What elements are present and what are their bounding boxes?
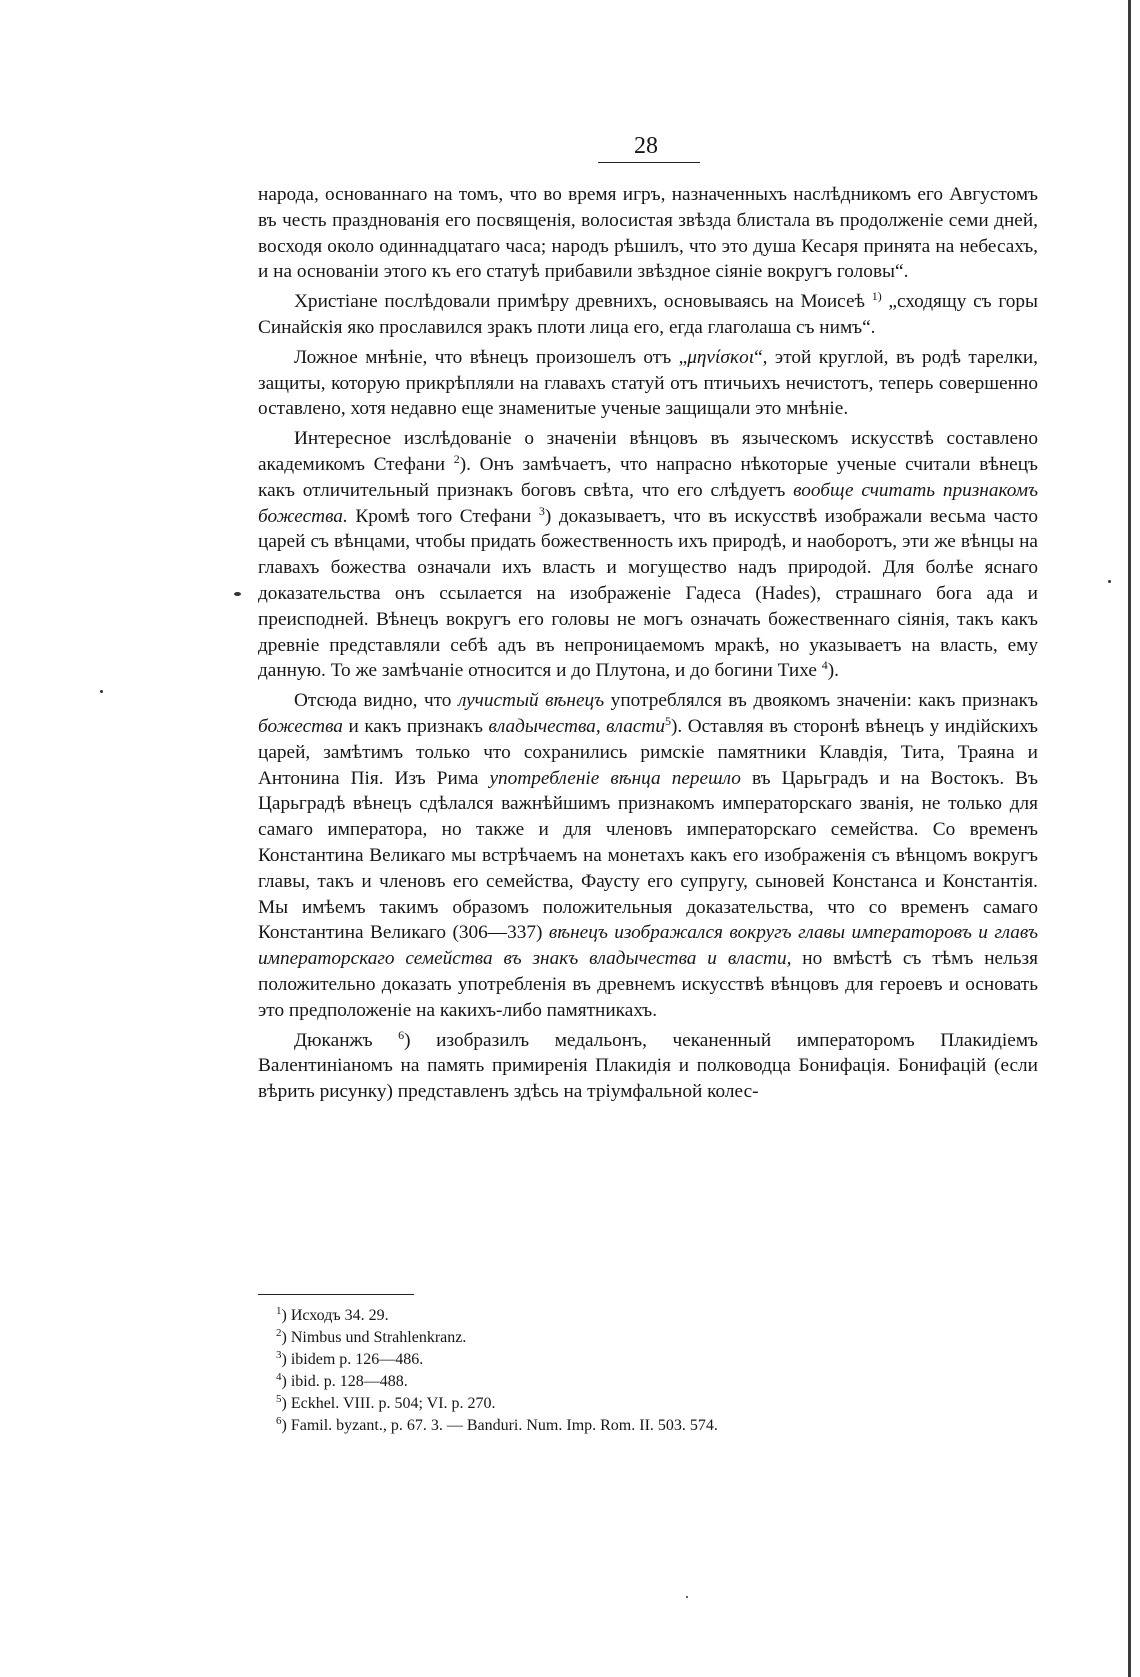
footnote-mark: 5 [276, 1393, 282, 1405]
text-segment: и какъ признакъ [342, 715, 489, 737]
paragraph [258, 345, 1038, 422]
footnote [276, 1371, 976, 1393]
paragraph [258, 688, 1038, 1023]
text-segment: Интересное изслѣдованіе о значеніи вѣнцовъ въ языческомъ искусствѣ составлено академикомъ Стефани [258, 428, 1038, 475]
text-segment: ) доказываетъ, что въ искусствѣ изображали весьма часто царей съ вѣнцами, чтобы придать божественность ихъ природѣ, и наоборотъ, эти же вѣнцы на главахъ божества означали ихъ власть и могущество надъ природой. Для болѣе яснаго доказательства онъ ссылается на изображеніе Гадеса (Hades), страшнаго бога ада и преисподней. Вѣнецъ вокругъ его головы не могъ означать божественнаго сіянія, такъ какъ древніе представляли себѣ адъ въ непроницаемомъ мракѣ, но указываетъ на власть, ему данную. То же замѣчаніе относится и до Плутона, и до богини Тихе [258, 505, 1038, 682]
italic-phrase: вообще считать признакомъ божества. [258, 479, 1039, 527]
italic-phrase: μηνίσκοι [687, 346, 755, 368]
text-segment: Кромѣ того Стефани [347, 505, 539, 527]
text-segment: ). Онъ замѣчаетъ, что напрасно нѣкоторые ученые считали вѣнецъ какъ отличительный признакъ боговъ свѣта, что его слѣдуетъ [258, 453, 1038, 501]
italic-phrase: употребленіе вѣнца перешло [489, 767, 741, 789]
scan-speck [686, 1596, 688, 1598]
scan-speck [234, 592, 241, 596]
scan-edge-line [1128, 0, 1131, 1677]
text-segment: Дюканжъ [294, 1029, 399, 1051]
footnote-text: ) Nimbus und Strahlenkranz. [281, 1329, 467, 1346]
footnote [276, 1349, 976, 1371]
text-segment: ). [827, 660, 839, 682]
footnote-text: ) Famil. byzant., p. 67. 3. — Banduri. Num. Imp. Rom. II. 503. 574. [281, 1417, 718, 1434]
page-number: 28 [634, 133, 658, 159]
footnote-reference: 2 [453, 451, 460, 466]
footnote-separator [258, 1294, 414, 1295]
footnote-mark: 4 [276, 1371, 282, 1383]
text-segment: Ложное мнѣніе, что вѣнецъ произошелъ отъ „ [294, 346, 688, 368]
text-segment: Христіане послѣдовали примѣру древнихъ, основываясь на Моисеѣ [294, 291, 872, 313]
footnote-mark: 2 [276, 1327, 282, 1339]
footnote [276, 1415, 976, 1437]
text-segment: „сходящу съ горы Синайскія яко прославился зракъ плоти лица его, егда глаголаша съ нимъ“. [258, 291, 1038, 338]
text-segment: народа, основаннаго на томъ, что во время игръ, назначенныхъ наслѣдникомъ его Августомъ въ честь празднованія его посвященія, волосистая звѣзда блистала въ продолженіе семи дней, восходя около одиннадцатаго часа; народъ рѣшилъ, что это душа Кесаря принята на небесахъ, и на основаніи этого къ его статуѣ прибавили звѣздное сіяніе вокругъ головы“. [258, 184, 1038, 283]
text-segment: Отсюда видно, что [294, 690, 458, 712]
footnote-text: ) ibid. p. 128—488. [281, 1373, 408, 1390]
footnote-mark: 3 [276, 1349, 282, 1361]
italic-phrase: владычества, власти [488, 715, 665, 737]
paragraph [258, 1028, 1038, 1105]
scan-speck [100, 690, 103, 693]
body-text [258, 182, 1038, 1109]
text-segment: въ Царьградъ и на Востокъ. Въ Царьградѣ вѣнецъ сдѣлался важнѣйшимъ признакомъ императорскаго званія, не только для самаго императора, но также и для членовъ императорскаго семейства. Со временъ Константина Великаго мы встрѣчаемъ на монетахъ какъ его изображенія съ вѣнцомъ вокругъ главы, такъ и членовъ его семейства, Фаусту его супругу, сыновей Констанса и Константія. Мы имѣемъ такимъ образомъ положительныя доказательства, что со временъ самаго Константина Великаго (306—337) [258, 767, 1039, 944]
footnote-text: ) Eckhel. VIII. p. 504; VI. p. 270. [281, 1395, 496, 1412]
footnote-text: ) ibidem p. 126—486. [281, 1351, 424, 1368]
footnote-mark: 6 [276, 1415, 282, 1427]
text-segment: но вмѣстѣ съ тѣмъ нельзя положительно доказать употребленія въ древнемъ искусствѣ вѣнцовъ для героевъ и основать это предположеніе на какихъ-либо памятникахъ. [258, 948, 1038, 1021]
italic-phrase: вѣнецъ изображался вокругъ главы императоровъ и главъ императорскаго семейства въ знакъ владычества и власти, [258, 922, 1038, 970]
footnote-reference: 1) [871, 289, 882, 304]
footnote-mark: 1 [276, 1305, 282, 1317]
text-segment: “, этой круглой, въ родѣ тарелки, защиты, которую прикрѣпляли на главахъ статуй отъ птичьихъ нечистотъ, теперь совершенно оставлено, хотя недавно еще знаменитые ученые защищали это мнѣніе. [258, 346, 1038, 420]
page-number-underline [598, 162, 700, 163]
text-segment: ) изобразилъ медальонъ, чеканенный императоромъ Плакидіемъ Валентиніаномъ на память примиренія Плакидія и полководца Бонифація. Бонифацій (если вѣрить рисунку) представленъ здѣсь на тріумфальной колес- [258, 1029, 1038, 1103]
footnote-reference: 6 [398, 1027, 405, 1042]
paragraph-continued [258, 182, 1038, 285]
italic-phrase: лучистый вѣнецъ [457, 690, 605, 712]
footnote-reference: 5 [664, 713, 671, 728]
footnote-reference: 3 [538, 503, 545, 518]
footnote-reference: 4 [821, 658, 828, 673]
text-segment: ). Оставляя въ сторонѣ вѣнецъ у индійскихъ царей, замѣтимъ только что сохранились римскіе памятники Клавдія, Тита, Траяна и Антонина Пія. Изъ Рима [258, 715, 1038, 789]
scan-speck [1108, 580, 1111, 583]
footnote [276, 1393, 976, 1415]
text-segment: употреблялся въ двоякомъ значеніи: какъ признакъ [604, 690, 1038, 712]
footnote [276, 1305, 976, 1327]
italic-phrase: божества [258, 715, 343, 737]
paragraph [258, 426, 1038, 684]
footnote [276, 1327, 976, 1349]
footnotes [276, 1305, 976, 1437]
paragraph [258, 289, 1038, 341]
footnote-text: ) Исходъ 34. 29. [281, 1307, 389, 1324]
